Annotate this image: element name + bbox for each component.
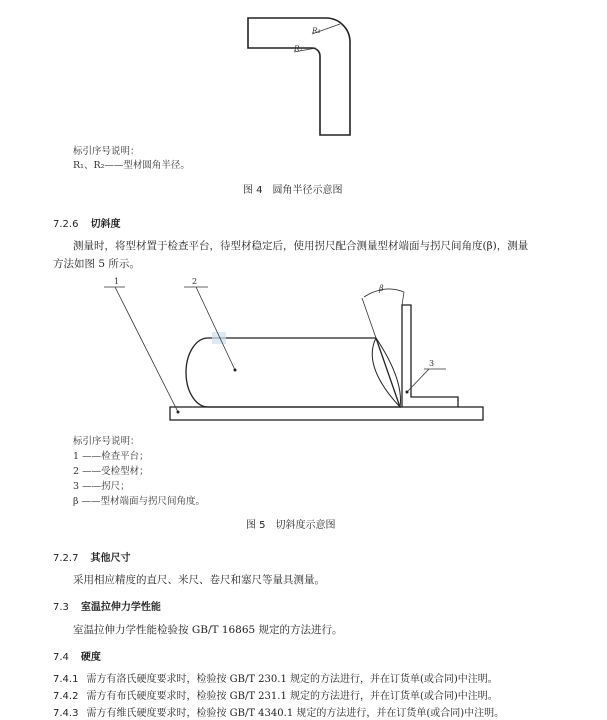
fig5-legend-item: β ——型材端面与拐尺间角度。 — [73, 496, 206, 507]
section-number: 7.2.7 — [53, 553, 79, 564]
s726-para-line1: 测量时，将型材置于检查平台，待型材稳定后，使用拐尺配合测量型材端面与拐尺间角度(β)，测量 — [73, 240, 529, 252]
fig4-legend-line: R₁、R₂——型材圆角半径。 — [73, 160, 190, 171]
fig5-legend-item: 2 ——受检型材； — [73, 466, 149, 477]
label-3: 3 — [429, 359, 435, 368]
section-7-3-heading — [53, 598, 161, 613]
label-1: 1 — [114, 277, 120, 286]
section-title: 切斜度 — [90, 219, 121, 230]
s73-para: 室温拉伸力学性能检验按 GB/T 16865 规定的方法进行。 — [73, 624, 343, 636]
section-7-2-6-heading — [53, 215, 120, 230]
tested-profile — [186, 338, 400, 407]
s74-item — [53, 687, 498, 702]
item-text: 需方有洛氏硬度要求时，检验按 GB/T 230.1 规定的方法进行，并在订货单(或合同)中注明。 — [86, 674, 498, 685]
s74-item — [53, 670, 498, 685]
fig5-legend-title: 标引序号说明： — [73, 436, 140, 447]
angle-ruler — [402, 305, 458, 407]
beta-ext-line — [362, 298, 376, 338]
figure-4-diagram — [0, 0, 607, 140]
leader-3-dot — [406, 391, 409, 394]
s74-item — [53, 704, 504, 719]
section-number: 7.4 — [53, 652, 69, 663]
fig5-legend-item: 1 ——检查平台； — [73, 451, 149, 462]
section-7-4-heading — [53, 648, 101, 663]
section-number: 7.2.6 — [53, 219, 79, 230]
leader-2 — [196, 287, 235, 370]
label-2: 2 — [192, 277, 198, 286]
section-number: 7.3 — [53, 602, 69, 613]
beta-ruler-line — [402, 292, 404, 305]
leader-3 — [407, 369, 429, 392]
r1-label: R₁ — [312, 26, 321, 35]
leader-2-dot — [234, 369, 237, 372]
r2-label: R₂ — [294, 44, 303, 53]
item-number: 7.4.2 — [53, 691, 79, 702]
s726-para-line2: 方法如图 5 所示。 — [53, 258, 140, 270]
section-7-2-7-heading — [53, 549, 130, 564]
highlight-mark — [212, 332, 226, 344]
beta-arc — [364, 289, 404, 297]
fig5-legend-item: 3 ——拐尺； — [73, 481, 130, 492]
section-title: 室温拉伸力学性能 — [80, 602, 161, 613]
item-text: 需方有维氏硬度要求时，检验按 GB/T 4340.1 规定的方法进行，并在订货单(或合同)中注明。 — [86, 708, 505, 719]
leader-1-dot — [177, 411, 180, 414]
section-title: 其他尺寸 — [90, 553, 131, 564]
leader-1 — [115, 287, 178, 412]
figure-5-diagram — [0, 270, 607, 430]
s727-para: 采用相应精度的直尺、米尺、卷尺和塞尺等量具测量。 — [73, 574, 325, 586]
profile-outline — [248, 18, 350, 135]
item-number: 7.4.1 — [53, 674, 79, 685]
beta-label: β — [379, 284, 384, 293]
fig5-caption: 图 5 切斜度示意图 — [246, 520, 336, 531]
fig4-caption: 图 4 圆角半径示意图 — [243, 185, 343, 196]
item-number: 7.4.3 — [53, 708, 79, 719]
section-title: 硬度 — [80, 652, 101, 663]
item-text: 需方有布氏硬度要求时，检验按 GB/T 231.1 规定的方法进行，并在订货单(或合同)中注明。 — [86, 691, 498, 702]
fig4-legend-title: 标引序号说明： — [73, 146, 140, 157]
inspection-platform — [170, 407, 483, 420]
